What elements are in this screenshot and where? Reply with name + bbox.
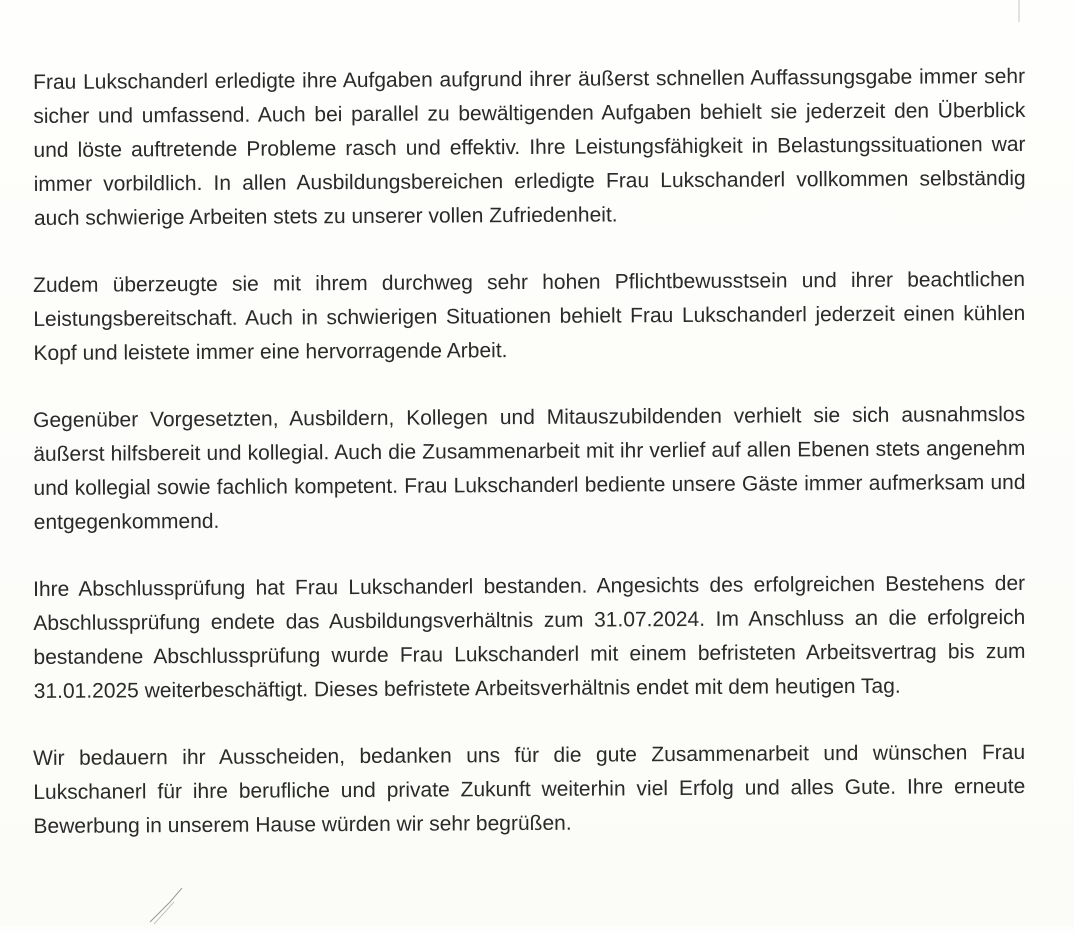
paragraph-social-behavior: Gegenüber Vorgesetzten, Ausbildern, Kollegen und Mitauszubildenden verhielt sie sich ausnahmslos äußerst hilfsbereit und kollegial. Auch die Zusammenarbeit mit ihr verlief auf allen Ebenen stets angenehm und kollegial sowie fachlich kompetent. Frau Lukschanderl bediente unsere Gäste immer aufmerksam und entgegenkommend. xyxy=(33,402,1026,534)
paragraph-exam-and-contract: Ihre Abschlussprüfung hat Frau Lukschanderl bestanden. Angesichts des erfolgreichen Bestehens der Abschlussprüfung endete das Ausbildungsverhältnis zum 31.07.2024. Im Anschluss an die erfolgreich bestandene Abschlussprüfung wurde Frau Lukschanderl mit einem befristeten Arbeitsvertrag bis zum 31.01.2025 weiterbeschäftigt. Dieses befristete Arbeitsverhältnis endet mit dem heutigen Tag. xyxy=(33,571,1026,703)
paragraph-closing: Wir bedauern ihr Ausscheiden, bedanken uns für die gute Zusammenarbeit und wünschen Frau Lukschanerl für ihre berufliche und private Zukunft weiterhin viel Erfolg und alles Gute. Ihre erneute Bewerbung in unserem Hause würden wir sehr begrüßen. xyxy=(33,740,1026,838)
paragraph-performance: Frau Lukschanderl erledigte ihre Aufgaben aufgrund ihrer äußerst schnellen Auffassungsgabe immer sehr sicher und umfassend. Auch bei parallel zu bewältigenden Aufgaben behielt sie jederzeit den Überblick und löste auftretende Probleme rasch und effektiv. Ihre Leistungsfähigkeit in Belastungssituationen war immer vorbildlich. In allen Ausbildungsbereichen erledigte Frau Lukschanderl vollkommen selbständig auch schwierige Arbeiten stets zu unserer vollen Zufriedenheit. xyxy=(33,64,1026,230)
paragraph-commitment: Zudem überzeugte sie mit ihrem durchweg sehr hohen Pflichtbewusstsein und ihrer beachtlichen Leistungsbereitschaft. Auch in schwierigen Situationen behielt Frau Lukschanderl jederzeit einen kühlen Kopf und leistete immer eine hervorragende Arbeit. xyxy=(33,267,1026,365)
pencil-stroke-mark xyxy=(148,880,194,926)
letter-body xyxy=(33,66,1025,844)
scan-edge-mark xyxy=(1016,0,1022,24)
